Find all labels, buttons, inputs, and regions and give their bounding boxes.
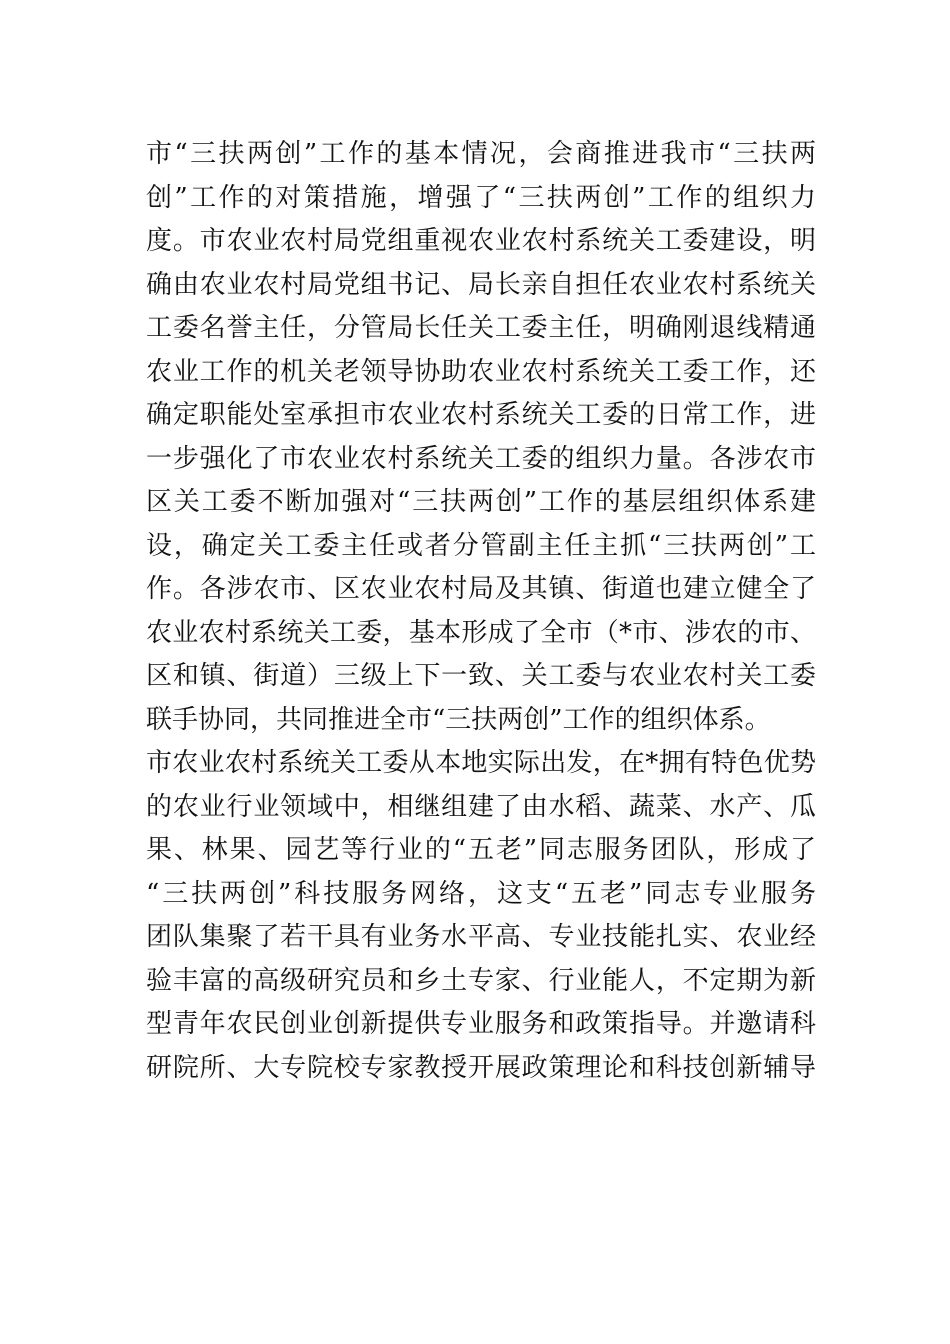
- document-body: [146, 133, 816, 1090]
- text-line: 工委名誉主任，分管局长任关工委主任，明确刚退线精通: [146, 313, 816, 343]
- text-line: 验丰富的高级研究员和乡土专家、行业能人，不定期为新: [146, 965, 816, 996]
- text-line: 的农业行业领域中，相继组建了由水稻、蔬菜、水产、瓜: [146, 791, 816, 822]
- text-line: 确由农业农村局党组书记、局长亲自担任农业农村系统关: [146, 269, 816, 300]
- text-line: 联手协同，共同推进全市“三扶两创”工作的组织体系。: [146, 704, 771, 735]
- text-line: 型青年农民创业创新提供专业服务和政策指导。并邀请科: [146, 1009, 816, 1039]
- text-line: “三扶两创”科技服务网络，这支“五老”同志专业服务: [146, 878, 816, 909]
- text-line: 区和镇、街道）三级上下一致、关工委与农业农村关工委: [146, 661, 816, 691]
- text-line: 果、林果、园艺等行业的“五老”同志服务团队，形成了: [146, 835, 816, 865]
- text-line: 确定职能处室承担市农业农村系统关工委的日常工作，进: [146, 400, 816, 430]
- text-line: 农业农村系统关工委，基本形成了全市（*市、涉农的市、: [146, 617, 816, 648]
- text-line: 市农业农村系统关工委从本地实际出发，在*拥有特色优势: [146, 748, 816, 778]
- text-line: 区关工委不断加强对“三扶两创”工作的基层组织体系建: [146, 487, 816, 517]
- text-line: 创”工作的对策措施，增强了“三扶两创”工作的组织力: [146, 182, 816, 213]
- text-line: 团队集聚了若干具有业务水平高、专业技能扎实、农业经: [146, 922, 816, 952]
- text-line: 度。市农业农村局党组重视农业农村系统关工委建设，明: [146, 226, 816, 256]
- text-line: 农业工作的机关老领导协助农业农村系统关工委工作，还: [146, 356, 816, 387]
- text-line: 设，确定关工委主任或者分管副主任主抓“三扶两创”工: [146, 530, 816, 561]
- text-line: 研院所、大专院校专家教授开展政策理论和科技创新辅导: [146, 1052, 816, 1083]
- text-line: 一步强化了市农业农村系统关工委的组织力量。各涉农市: [146, 443, 816, 474]
- text-line: 作。各涉农市、区农业农村局及其镇、街道也建立健全了: [146, 574, 816, 604]
- text-line: 市“三扶两创”工作的基本情况，会商推进我市“三扶两: [146, 139, 816, 169]
